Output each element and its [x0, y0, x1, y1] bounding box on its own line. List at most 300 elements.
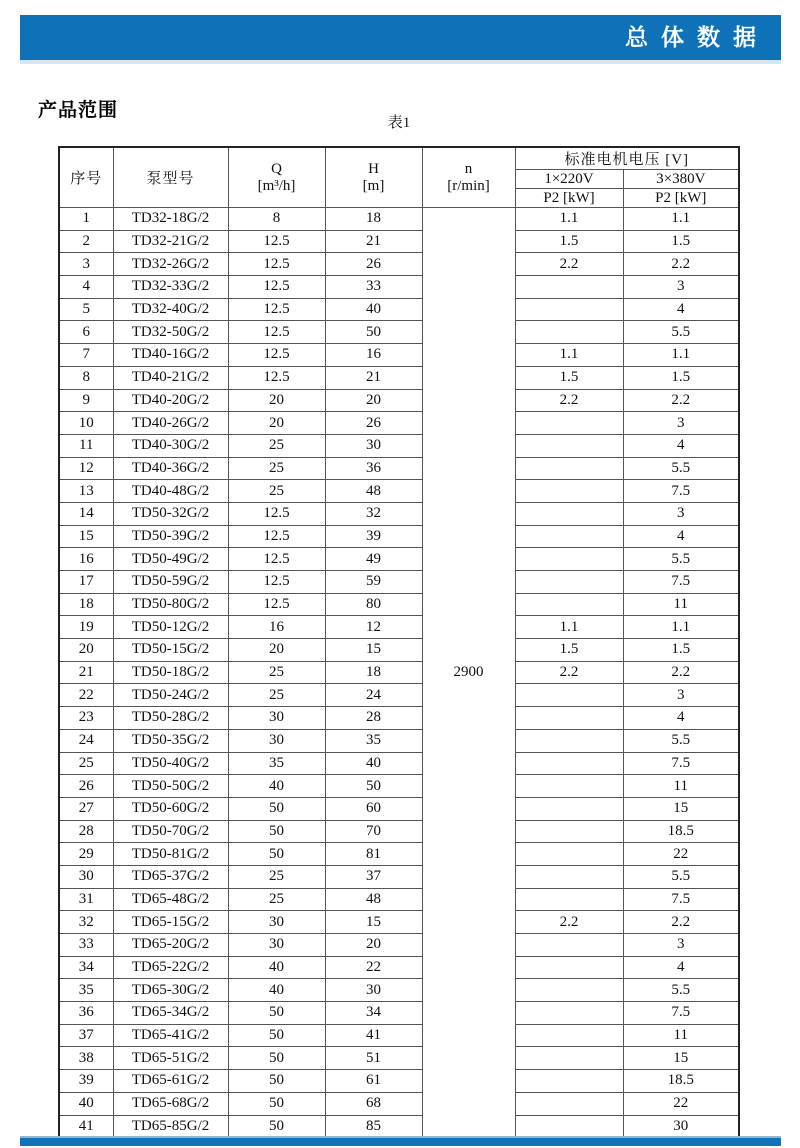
cell-h: 26: [325, 253, 422, 276]
cell-h: 20: [325, 934, 422, 957]
table-row: [59, 707, 739, 730]
cell-model: TD65-48G/2: [113, 888, 228, 911]
cell-p2-220: 1.5: [515, 230, 623, 253]
cell-q: 16: [228, 616, 325, 639]
table-row: [59, 253, 739, 276]
cell-p2-380: 4: [623, 525, 739, 548]
table-row: [59, 820, 739, 843]
cell-h: 15: [325, 911, 422, 934]
cell-model: TD65-20G/2: [113, 934, 228, 957]
cell-model: TD32-33G/2: [113, 276, 228, 299]
table-row: [59, 366, 739, 389]
table-row: [59, 661, 739, 684]
cell-p2-220: [515, 843, 623, 866]
cell-p2-380: 4: [623, 298, 739, 321]
cell-q: 50: [228, 1002, 325, 1025]
cell-h: 39: [325, 525, 422, 548]
cell-p2-220: 2.2: [515, 911, 623, 934]
cell-p2-380: 1.5: [623, 366, 739, 389]
cell-seq: 18: [59, 593, 113, 616]
table-row: [59, 843, 739, 866]
cell-seq: 2: [59, 230, 113, 253]
cell-p2-380: 2.2: [623, 253, 739, 276]
cell-q: 12.5: [228, 298, 325, 321]
cell-h: 36: [325, 457, 422, 480]
cell-q: 25: [228, 684, 325, 707]
cell-h: 34: [325, 1002, 422, 1025]
cell-seq: 41: [59, 1115, 113, 1138]
header-h: [325, 147, 422, 208]
cell-p2-220: [515, 525, 623, 548]
cell-h: 40: [325, 298, 422, 321]
header-seq: 序号: [59, 147, 113, 208]
cell-seq: 19: [59, 616, 113, 639]
cell-q: 50: [228, 843, 325, 866]
cell-model: TD32-26G/2: [113, 253, 228, 276]
cell-p2-380: 5.5: [623, 865, 739, 888]
cell-q: 50: [228, 1070, 325, 1093]
header-h-unit: [m]: [362, 177, 385, 194]
cell-h: 24: [325, 684, 422, 707]
cell-q: 50: [228, 797, 325, 820]
cell-q: 35: [228, 752, 325, 775]
spec-table-header: [59, 147, 739, 208]
header-q: [228, 147, 325, 208]
header-380v: 3×380V: [623, 170, 739, 189]
cell-model: TD40-36G/2: [113, 457, 228, 480]
table-row: [59, 888, 739, 911]
cell-model: TD40-16G/2: [113, 344, 228, 367]
cell-q: 50: [228, 1024, 325, 1047]
table-caption: 表1: [387, 115, 411, 131]
cell-p2-220: [515, 593, 623, 616]
table-row: [59, 1115, 739, 1138]
cell-model: TD65-41G/2: [113, 1024, 228, 1047]
cell-q: 12.5: [228, 593, 325, 616]
header-q-symbol: Q: [271, 160, 282, 177]
cell-h: 85: [325, 1115, 422, 1138]
cell-q: 30: [228, 729, 325, 752]
cell-p2-380: 7.5: [623, 752, 739, 775]
cell-model: TD50-15G/2: [113, 639, 228, 662]
cell-model: TD50-40G/2: [113, 752, 228, 775]
cell-p2-380: 18.5: [623, 820, 739, 843]
cell-h: 21: [325, 230, 422, 253]
cell-model: TD50-50G/2: [113, 775, 228, 798]
table-row: [59, 956, 739, 979]
cell-h: 12: [325, 616, 422, 639]
cell-seq: 28: [59, 820, 113, 843]
cell-p2-220: [515, 502, 623, 525]
cell-p2-380: 22: [623, 1092, 739, 1115]
spec-table-body: [59, 208, 739, 1139]
cell-p2-380: 15: [623, 1047, 739, 1070]
header-p2-380: P2 [kW]: [623, 189, 739, 208]
cell-q: 20: [228, 639, 325, 662]
cell-p2-380: 4: [623, 434, 739, 457]
cell-model: TD50-49G/2: [113, 548, 228, 571]
cell-h: 50: [325, 321, 422, 344]
cell-h: 70: [325, 820, 422, 843]
cell-seq: 1: [59, 208, 113, 231]
cell-seq: 25: [59, 752, 113, 775]
cell-p2-380: 2.2: [623, 661, 739, 684]
header-n-unit: [r/min]: [447, 177, 490, 194]
cell-p2-220: [515, 979, 623, 1002]
cell-q: 8: [228, 208, 325, 231]
table-row: [59, 344, 739, 367]
cell-q: 50: [228, 820, 325, 843]
cell-q: 12.5: [228, 525, 325, 548]
cell-p2-380: 3: [623, 502, 739, 525]
cell-seq: 34: [59, 956, 113, 979]
cell-seq: 40: [59, 1092, 113, 1115]
cell-model: TD40-21G/2: [113, 366, 228, 389]
cell-p2-220: [515, 865, 623, 888]
cell-model: TD65-22G/2: [113, 956, 228, 979]
cell-h: 35: [325, 729, 422, 752]
cell-seq: 7: [59, 344, 113, 367]
cell-q: 40: [228, 775, 325, 798]
cell-model: TD50-12G/2: [113, 616, 228, 639]
cell-p2-380: 7.5: [623, 571, 739, 594]
cell-q: 25: [228, 457, 325, 480]
footer-bar: [20, 1136, 781, 1146]
cell-model: TD65-30G/2: [113, 979, 228, 1002]
header-n: [422, 147, 515, 208]
cell-q: 25: [228, 434, 325, 457]
cell-p2-220: 1.5: [515, 639, 623, 662]
header-h-symbol: H: [368, 160, 379, 177]
cell-p2-220: [515, 412, 623, 435]
cell-seq: 5: [59, 298, 113, 321]
cell-seq: 13: [59, 480, 113, 503]
cell-h: 81: [325, 843, 422, 866]
spec-table: [58, 146, 740, 1139]
table-row: [59, 729, 739, 752]
cell-seq: 21: [59, 661, 113, 684]
cell-p2-220: [515, 820, 623, 843]
cell-p2-220: [515, 775, 623, 798]
cell-q: 20: [228, 412, 325, 435]
cell-q: 50: [228, 1115, 325, 1138]
cell-p2-220: [515, 1092, 623, 1115]
cell-q: 12.5: [228, 502, 325, 525]
cell-q: 40: [228, 956, 325, 979]
cell-q: 50: [228, 1092, 325, 1115]
table-row: [59, 593, 739, 616]
cell-p2-380: 1.5: [623, 639, 739, 662]
header-banner: [20, 15, 781, 64]
cell-seq: 30: [59, 865, 113, 888]
table-row: [59, 321, 739, 344]
cell-model: TD65-68G/2: [113, 1092, 228, 1115]
cell-h: 60: [325, 797, 422, 820]
table-row: [59, 298, 739, 321]
cell-p2-220: 2.2: [515, 253, 623, 276]
table-row: [59, 1024, 739, 1047]
table-row: [59, 412, 739, 435]
cell-p2-220: [515, 888, 623, 911]
cell-p2-220: [515, 797, 623, 820]
cell-seq: 12: [59, 457, 113, 480]
cell-seq: 16: [59, 548, 113, 571]
cell-p2-220: [515, 480, 623, 503]
cell-model: TD50-80G/2: [113, 593, 228, 616]
cell-h: 37: [325, 865, 422, 888]
cell-seq: 35: [59, 979, 113, 1002]
cell-p2-220: 1.5: [515, 366, 623, 389]
table-row: [59, 480, 739, 503]
cell-seq: 38: [59, 1047, 113, 1070]
cell-seq: 32: [59, 911, 113, 934]
cell-model: TD40-26G/2: [113, 412, 228, 435]
cell-model: TD50-24G/2: [113, 684, 228, 707]
cell-h: 68: [325, 1092, 422, 1115]
table-row: [59, 434, 739, 457]
cell-p2-220: [515, 457, 623, 480]
cell-model: TD32-40G/2: [113, 298, 228, 321]
cell-seq: 15: [59, 525, 113, 548]
cell-seq: 31: [59, 888, 113, 911]
cell-seq: 6: [59, 321, 113, 344]
cell-seq: 11: [59, 434, 113, 457]
table-row: [59, 934, 739, 957]
cell-model: TD40-30G/2: [113, 434, 228, 457]
cell-p2-380: 15: [623, 797, 739, 820]
cell-h: 80: [325, 593, 422, 616]
cell-h: 50: [325, 775, 422, 798]
table-row: [59, 389, 739, 412]
cell-h: 22: [325, 956, 422, 979]
cell-q: 12.5: [228, 366, 325, 389]
cell-h: 28: [325, 707, 422, 730]
cell-p2-220: [515, 571, 623, 594]
cell-q: 30: [228, 911, 325, 934]
cell-p2-220: [515, 321, 623, 344]
table-row: [59, 525, 739, 548]
cell-p2-380: 22: [623, 843, 739, 866]
cell-q: 12.5: [228, 548, 325, 571]
cell-p2-220: [515, 752, 623, 775]
cell-p2-380: 11: [623, 593, 739, 616]
cell-model: TD50-35G/2: [113, 729, 228, 752]
header-220v: 1×220V: [515, 170, 623, 189]
cell-seq: 29: [59, 843, 113, 866]
table-row: [59, 639, 739, 662]
table-row: [59, 911, 739, 934]
cell-p2-220: [515, 1002, 623, 1025]
header-n-symbol: n: [464, 160, 473, 177]
cell-p2-380: 11: [623, 775, 739, 798]
cell-h: 18: [325, 661, 422, 684]
cell-seq: 24: [59, 729, 113, 752]
cell-q: 30: [228, 934, 325, 957]
cell-model: TD50-70G/2: [113, 820, 228, 843]
cell-q: 40: [228, 979, 325, 1002]
cell-seq: 37: [59, 1024, 113, 1047]
table-row: [59, 548, 739, 571]
table-row: [59, 571, 739, 594]
cell-model: TD50-81G/2: [113, 843, 228, 866]
cell-seq: 4: [59, 276, 113, 299]
cell-seq: 23: [59, 707, 113, 730]
cell-q: 30: [228, 707, 325, 730]
cell-p2-380: 5.5: [623, 979, 739, 1002]
table-row: [59, 276, 739, 299]
cell-seq: 10: [59, 412, 113, 435]
cell-model: TD40-48G/2: [113, 480, 228, 503]
cell-model: TD65-37G/2: [113, 865, 228, 888]
cell-p2-220: 2.2: [515, 389, 623, 412]
cell-seq: 17: [59, 571, 113, 594]
cell-h: 61: [325, 1070, 422, 1093]
cell-p2-220: 2.2: [515, 661, 623, 684]
table-row: [59, 1002, 739, 1025]
cell-model: TD50-39G/2: [113, 525, 228, 548]
table-row: [59, 616, 739, 639]
cell-seq: 26: [59, 775, 113, 798]
cell-seq: 14: [59, 502, 113, 525]
cell-p2-220: [515, 684, 623, 707]
cell-q: 25: [228, 865, 325, 888]
cell-p2-220: 1.1: [515, 616, 623, 639]
cell-p2-380: 7.5: [623, 1002, 739, 1025]
cell-q: 12.5: [228, 253, 325, 276]
cell-p2-380: 3: [623, 684, 739, 707]
header-voltage-group: 标准电机电压 [V]: [515, 147, 739, 170]
table-row: [59, 797, 739, 820]
table-row: [59, 208, 739, 231]
cell-h: 40: [325, 752, 422, 775]
cell-p2-220: 1.1: [515, 208, 623, 231]
cell-model: TD65-61G/2: [113, 1070, 228, 1093]
cell-q: 20: [228, 389, 325, 412]
cell-p2-380: 5.5: [623, 729, 739, 752]
cell-p2-380: 4: [623, 707, 739, 730]
section-title: 产品范围: [38, 100, 119, 121]
cell-model: TD65-34G/2: [113, 1002, 228, 1025]
cell-p2-220: [515, 1047, 623, 1070]
cell-seq: 8: [59, 366, 113, 389]
header-model: 泵型号: [113, 147, 228, 208]
cell-model: TD40-20G/2: [113, 389, 228, 412]
cell-seq: 33: [59, 934, 113, 957]
cell-h: 30: [325, 434, 422, 457]
cell-h: 49: [325, 548, 422, 571]
cell-p2-380: 1.1: [623, 208, 739, 231]
table-row: [59, 1070, 739, 1093]
cell-p2-380: 3: [623, 276, 739, 299]
table-row: [59, 502, 739, 525]
cell-p2-380: 5.5: [623, 457, 739, 480]
cell-h: 20: [325, 389, 422, 412]
cell-p2-380: 2.2: [623, 389, 739, 412]
cell-seq: 39: [59, 1070, 113, 1093]
cell-h: 18: [325, 208, 422, 231]
cell-q: 25: [228, 661, 325, 684]
cell-q: 12.5: [228, 321, 325, 344]
cell-p2-380: 11: [623, 1024, 739, 1047]
cell-h: 26: [325, 412, 422, 435]
cell-h: 33: [325, 276, 422, 299]
cell-q: 12.5: [228, 276, 325, 299]
cell-n-merged: 2900: [422, 208, 515, 1139]
cell-seq: 9: [59, 389, 113, 412]
cell-model: TD65-85G/2: [113, 1115, 228, 1138]
cell-p2-220: [515, 729, 623, 752]
cell-seq: 27: [59, 797, 113, 820]
cell-model: TD32-18G/2: [113, 208, 228, 231]
cell-p2-380: 5.5: [623, 321, 739, 344]
table-row: [59, 775, 739, 798]
cell-q: 25: [228, 480, 325, 503]
cell-p2-380: 3: [623, 934, 739, 957]
table-row: [59, 684, 739, 707]
cell-model: TD32-21G/2: [113, 230, 228, 253]
cell-model: TD65-51G/2: [113, 1047, 228, 1070]
page-title: 总体数据: [625, 24, 769, 50]
cell-p2-380: 30: [623, 1115, 739, 1138]
cell-h: 59: [325, 571, 422, 594]
cell-seq: 36: [59, 1002, 113, 1025]
cell-p2-220: [515, 298, 623, 321]
table-row: [59, 752, 739, 775]
cell-seq: 3: [59, 253, 113, 276]
cell-h: 51: [325, 1047, 422, 1070]
cell-q: 12.5: [228, 571, 325, 594]
cell-p2-380: 5.5: [623, 548, 739, 571]
cell-p2-380: 1.1: [623, 616, 739, 639]
cell-model: TD50-32G/2: [113, 502, 228, 525]
cell-model: TD32-50G/2: [113, 321, 228, 344]
table-row: [59, 1047, 739, 1070]
table-row: [59, 1092, 739, 1115]
table-row: [59, 865, 739, 888]
cell-p2-220: [515, 434, 623, 457]
table-row: [59, 230, 739, 253]
cell-p2-380: 2.2: [623, 911, 739, 934]
cell-q: 12.5: [228, 230, 325, 253]
cell-q: 12.5: [228, 344, 325, 367]
cell-p2-380: 7.5: [623, 888, 739, 911]
cell-h: 16: [325, 344, 422, 367]
cell-h: 21: [325, 366, 422, 389]
cell-p2-220: [515, 1115, 623, 1138]
cell-p2-220: [515, 548, 623, 571]
cell-p2-380: 1.1: [623, 344, 739, 367]
cell-model: TD50-18G/2: [113, 661, 228, 684]
cell-p2-220: [515, 934, 623, 957]
cell-p2-220: [515, 1070, 623, 1093]
cell-q: 50: [228, 1047, 325, 1070]
cell-h: 15: [325, 639, 422, 662]
cell-p2-220: 1.1: [515, 344, 623, 367]
cell-p2-220: [515, 707, 623, 730]
cell-seq: 22: [59, 684, 113, 707]
cell-p2-380: 18.5: [623, 1070, 739, 1093]
cell-h: 30: [325, 979, 422, 1002]
cell-p2-220: [515, 276, 623, 299]
header-p2-220: P2 [kW]: [515, 189, 623, 208]
cell-p2-220: [515, 956, 623, 979]
cell-seq: 20: [59, 639, 113, 662]
cell-p2-380: 3: [623, 412, 739, 435]
cell-p2-380: 7.5: [623, 480, 739, 503]
cell-h: 41: [325, 1024, 422, 1047]
cell-p2-380: 4: [623, 956, 739, 979]
header-q-unit: [m³/h]: [257, 177, 296, 194]
